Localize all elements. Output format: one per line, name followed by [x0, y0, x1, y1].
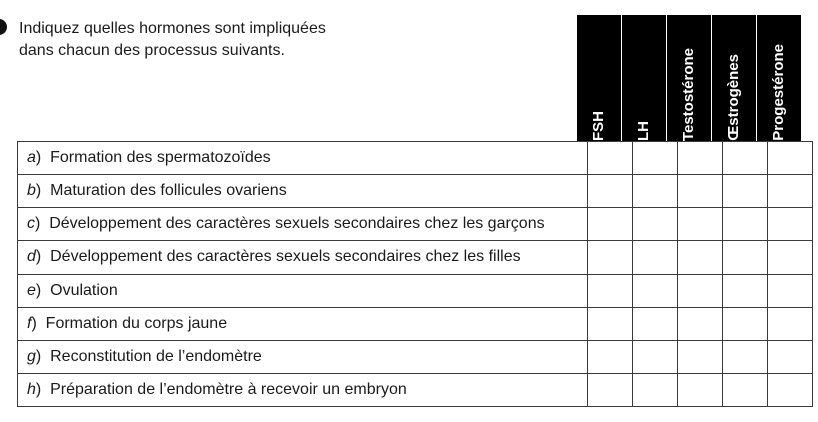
- answer-cell[interactable]: [723, 241, 768, 274]
- row-letter: e: [27, 281, 36, 299]
- answer-cell[interactable]: [768, 175, 813, 208]
- row-label: g) Reconstitution de l’endomètre: [18, 340, 588, 373]
- answer-cell[interactable]: [588, 175, 633, 208]
- table-row: [18, 274, 813, 307]
- column-header-progesterone: Progestérone: [757, 15, 801, 141]
- row-label: e) Ovulation: [18, 274, 588, 307]
- row-text: Ovulation: [50, 281, 118, 299]
- answer-cell[interactable]: [588, 274, 633, 307]
- row-text: Développement des caractères sexuels secondaires chez les garçons: [49, 215, 545, 233]
- question-text: [19, 18, 326, 62]
- row-text: Formation des spermatozoïdes: [50, 149, 271, 167]
- row-label: b) Maturation des follicules ovariens: [18, 175, 588, 208]
- row-label: h) Préparation de l’endomètre à recevoir un embryon: [18, 373, 588, 406]
- answer-cell[interactable]: [768, 142, 813, 175]
- row-text: Formation du corps jaune: [45, 314, 228, 332]
- row-letter: a: [27, 149, 36, 167]
- answer-cell[interactable]: [723, 274, 768, 307]
- answer-cell[interactable]: [723, 208, 768, 241]
- answer-cell[interactable]: [678, 373, 723, 406]
- answer-cell[interactable]: [633, 208, 678, 241]
- answer-cell[interactable]: [633, 175, 678, 208]
- answer-cell[interactable]: [723, 307, 768, 340]
- table-row: [18, 175, 813, 208]
- table-row: [18, 142, 813, 175]
- table-row: [18, 307, 813, 340]
- row-letter: b: [27, 182, 36, 200]
- answer-cell[interactable]: [633, 274, 678, 307]
- answer-cell[interactable]: [723, 373, 768, 406]
- question-line-1: Indiquez quelles hormones sont impliquées: [19, 20, 326, 37]
- answer-cell[interactable]: [588, 307, 633, 340]
- row-letter: f: [27, 314, 32, 332]
- row-letter: c: [27, 215, 35, 233]
- answer-cell[interactable]: [723, 340, 768, 373]
- answer-cell[interactable]: [588, 208, 633, 241]
- answer-cell[interactable]: [678, 307, 723, 340]
- answer-cell[interactable]: [633, 307, 678, 340]
- answer-cell[interactable]: [678, 274, 723, 307]
- row-letter: d: [27, 248, 36, 266]
- answer-cell[interactable]: [633, 241, 678, 274]
- answer-cell[interactable]: [723, 175, 768, 208]
- row-text: Préparation de l’endomètre à recevoir un embryon: [50, 380, 407, 398]
- table-row: [18, 340, 813, 373]
- table-row: [18, 208, 813, 241]
- answer-cell[interactable]: [768, 241, 813, 274]
- answer-cell[interactable]: [588, 373, 633, 406]
- answer-cell[interactable]: [768, 307, 813, 340]
- answer-cell[interactable]: [768, 340, 813, 373]
- table-row: [18, 241, 813, 274]
- row-letter: h: [27, 380, 36, 398]
- answer-cell[interactable]: [633, 373, 678, 406]
- answer-cell[interactable]: [633, 142, 678, 175]
- answer-cell[interactable]: [633, 340, 678, 373]
- question-line-2: dans chacun des processus suivants.: [19, 42, 285, 59]
- row-text: Reconstitution de l’endomètre: [50, 347, 262, 365]
- row-label: a) Formation des spermatozoïdes: [18, 142, 588, 175]
- column-header-oestrogenes: Œstrogènes: [712, 15, 756, 141]
- column-header-testosterone: Testostérone: [667, 15, 711, 141]
- row-letter: g: [27, 347, 36, 365]
- answer-cell[interactable]: [678, 175, 723, 208]
- hormone-table: [17, 141, 813, 407]
- answer-cell[interactable]: [678, 142, 723, 175]
- answer-cell[interactable]: [588, 241, 633, 274]
- answer-cell[interactable]: [768, 373, 813, 406]
- answer-cell[interactable]: [678, 340, 723, 373]
- table-row: [18, 373, 813, 406]
- answer-cell[interactable]: [723, 142, 768, 175]
- answer-cell[interactable]: [678, 208, 723, 241]
- answer-cell[interactable]: [768, 208, 813, 241]
- answer-cell[interactable]: [588, 340, 633, 373]
- answer-cell[interactable]: [768, 274, 813, 307]
- column-header-fsh: FSH: [577, 15, 621, 141]
- row-label: d) Développement des caractères sexuels secondaires chez les filles: [18, 241, 588, 274]
- question-bullet: [0, 19, 7, 35]
- row-text: Développement des caractères sexuels secondaires chez les filles: [50, 248, 521, 266]
- answer-cell[interactable]: [588, 142, 633, 175]
- answer-cell[interactable]: [678, 241, 723, 274]
- column-header-lh: LH: [622, 15, 666, 141]
- row-text: Maturation des follicules ovariens: [50, 182, 287, 200]
- row-label: c) Développement des caractères sexuels secondaires chez les garçons: [18, 208, 588, 241]
- row-label: f) Formation du corps jaune: [18, 307, 588, 340]
